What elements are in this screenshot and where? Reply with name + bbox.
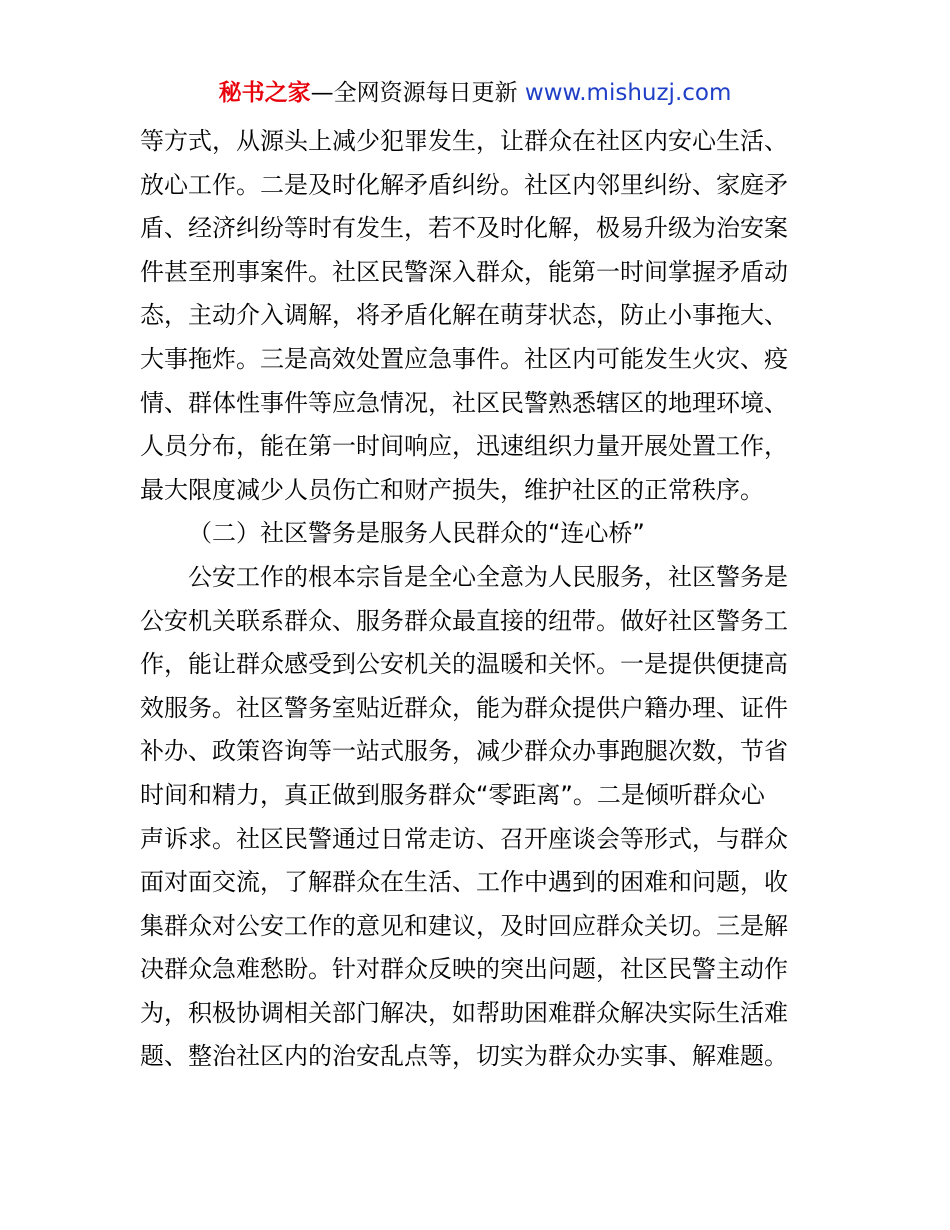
text-line: 件甚至刑事案件。社区民警深入群众，能第一时间掌握矛盾动 [140,257,788,286]
text-line: 放心工作。二是及时化解矛盾纠纷。社区内邻里纠纷、家庭矛 [140,170,788,199]
text-line: 集群众对公安工作的意见和建议，及时回应群众关切。三是解 [140,911,788,940]
page-header [0,78,950,108]
text-line: 盾、经济纠纷等时有发生，若不及时化解，极易升级为治安案 [140,214,788,243]
text-line: 情、群体性事件等应急情况，社区民警熟悉辖区的地理环境、 [140,388,788,417]
site-url-link[interactable]: www.mishuzj.com [524,80,732,106]
text-line: 公安机关联系群众、服务群众最直接的纽带。做好社区警务工 [140,606,788,635]
text-line: 公安工作的根本宗旨是全心全意为人民服务，社区警务是 [188,562,788,591]
site-brand: 秘书之家 [218,80,311,106]
text-line: 最大限度减少人员伤亡和财产损失，维护社区的正常秩序。 [140,475,764,504]
text-line: 时间和精力，真正做到服务群众“零距离”。二是倾听群众心 [140,780,765,809]
text-line: 题、整治社区内的治安乱点等，切实为群众办实事、解难题。 [140,1042,788,1071]
text-line: 面对面交流，了解群众在生活、工作中遇到的困难和问题，收 [140,868,788,897]
text-line: 作，能让群众感受到公安机关的温暖和关怀。一是提供便捷高 [140,650,788,679]
text-line: 人员分布，能在第一时间响应，迅速组织力量开展处置工作， [140,432,788,461]
text-line: 补办、政策咨询等一站式服务，减少群众办事跑腿次数，节省 [140,737,788,766]
text-line: 态，主动介入调解，将矛盾化解在萌芽状态，防止小事拖大、 [140,301,788,330]
text-line: 大事拖炸。三是高效处置应急事件。社区内可能发生火灾、疫 [140,344,788,373]
text-line: 决群众急难愁盼。针对群众反映的突出问题，社区民警主动作 [140,955,788,984]
text-line: 为，积极协调相关部门解决，如帮助困难群众解决实际生活难 [140,998,788,1027]
text-line: 等方式，从源头上减少犯罪发生，让群众在社区内安心生活、 [140,127,788,155]
section-heading: （二）社区警务是服务人民群众的“连心桥” [188,519,645,548]
site-tagline: —全网资源每日更新 [310,80,525,106]
text-line: 声诉求。社区民警通过日常走访、召开座谈会等形式，与群众 [140,824,788,853]
text-line: 效服务。社区警务室贴近群众，能为群众提供户籍办理、证件 [140,693,788,722]
document-body [140,120,820,1079]
